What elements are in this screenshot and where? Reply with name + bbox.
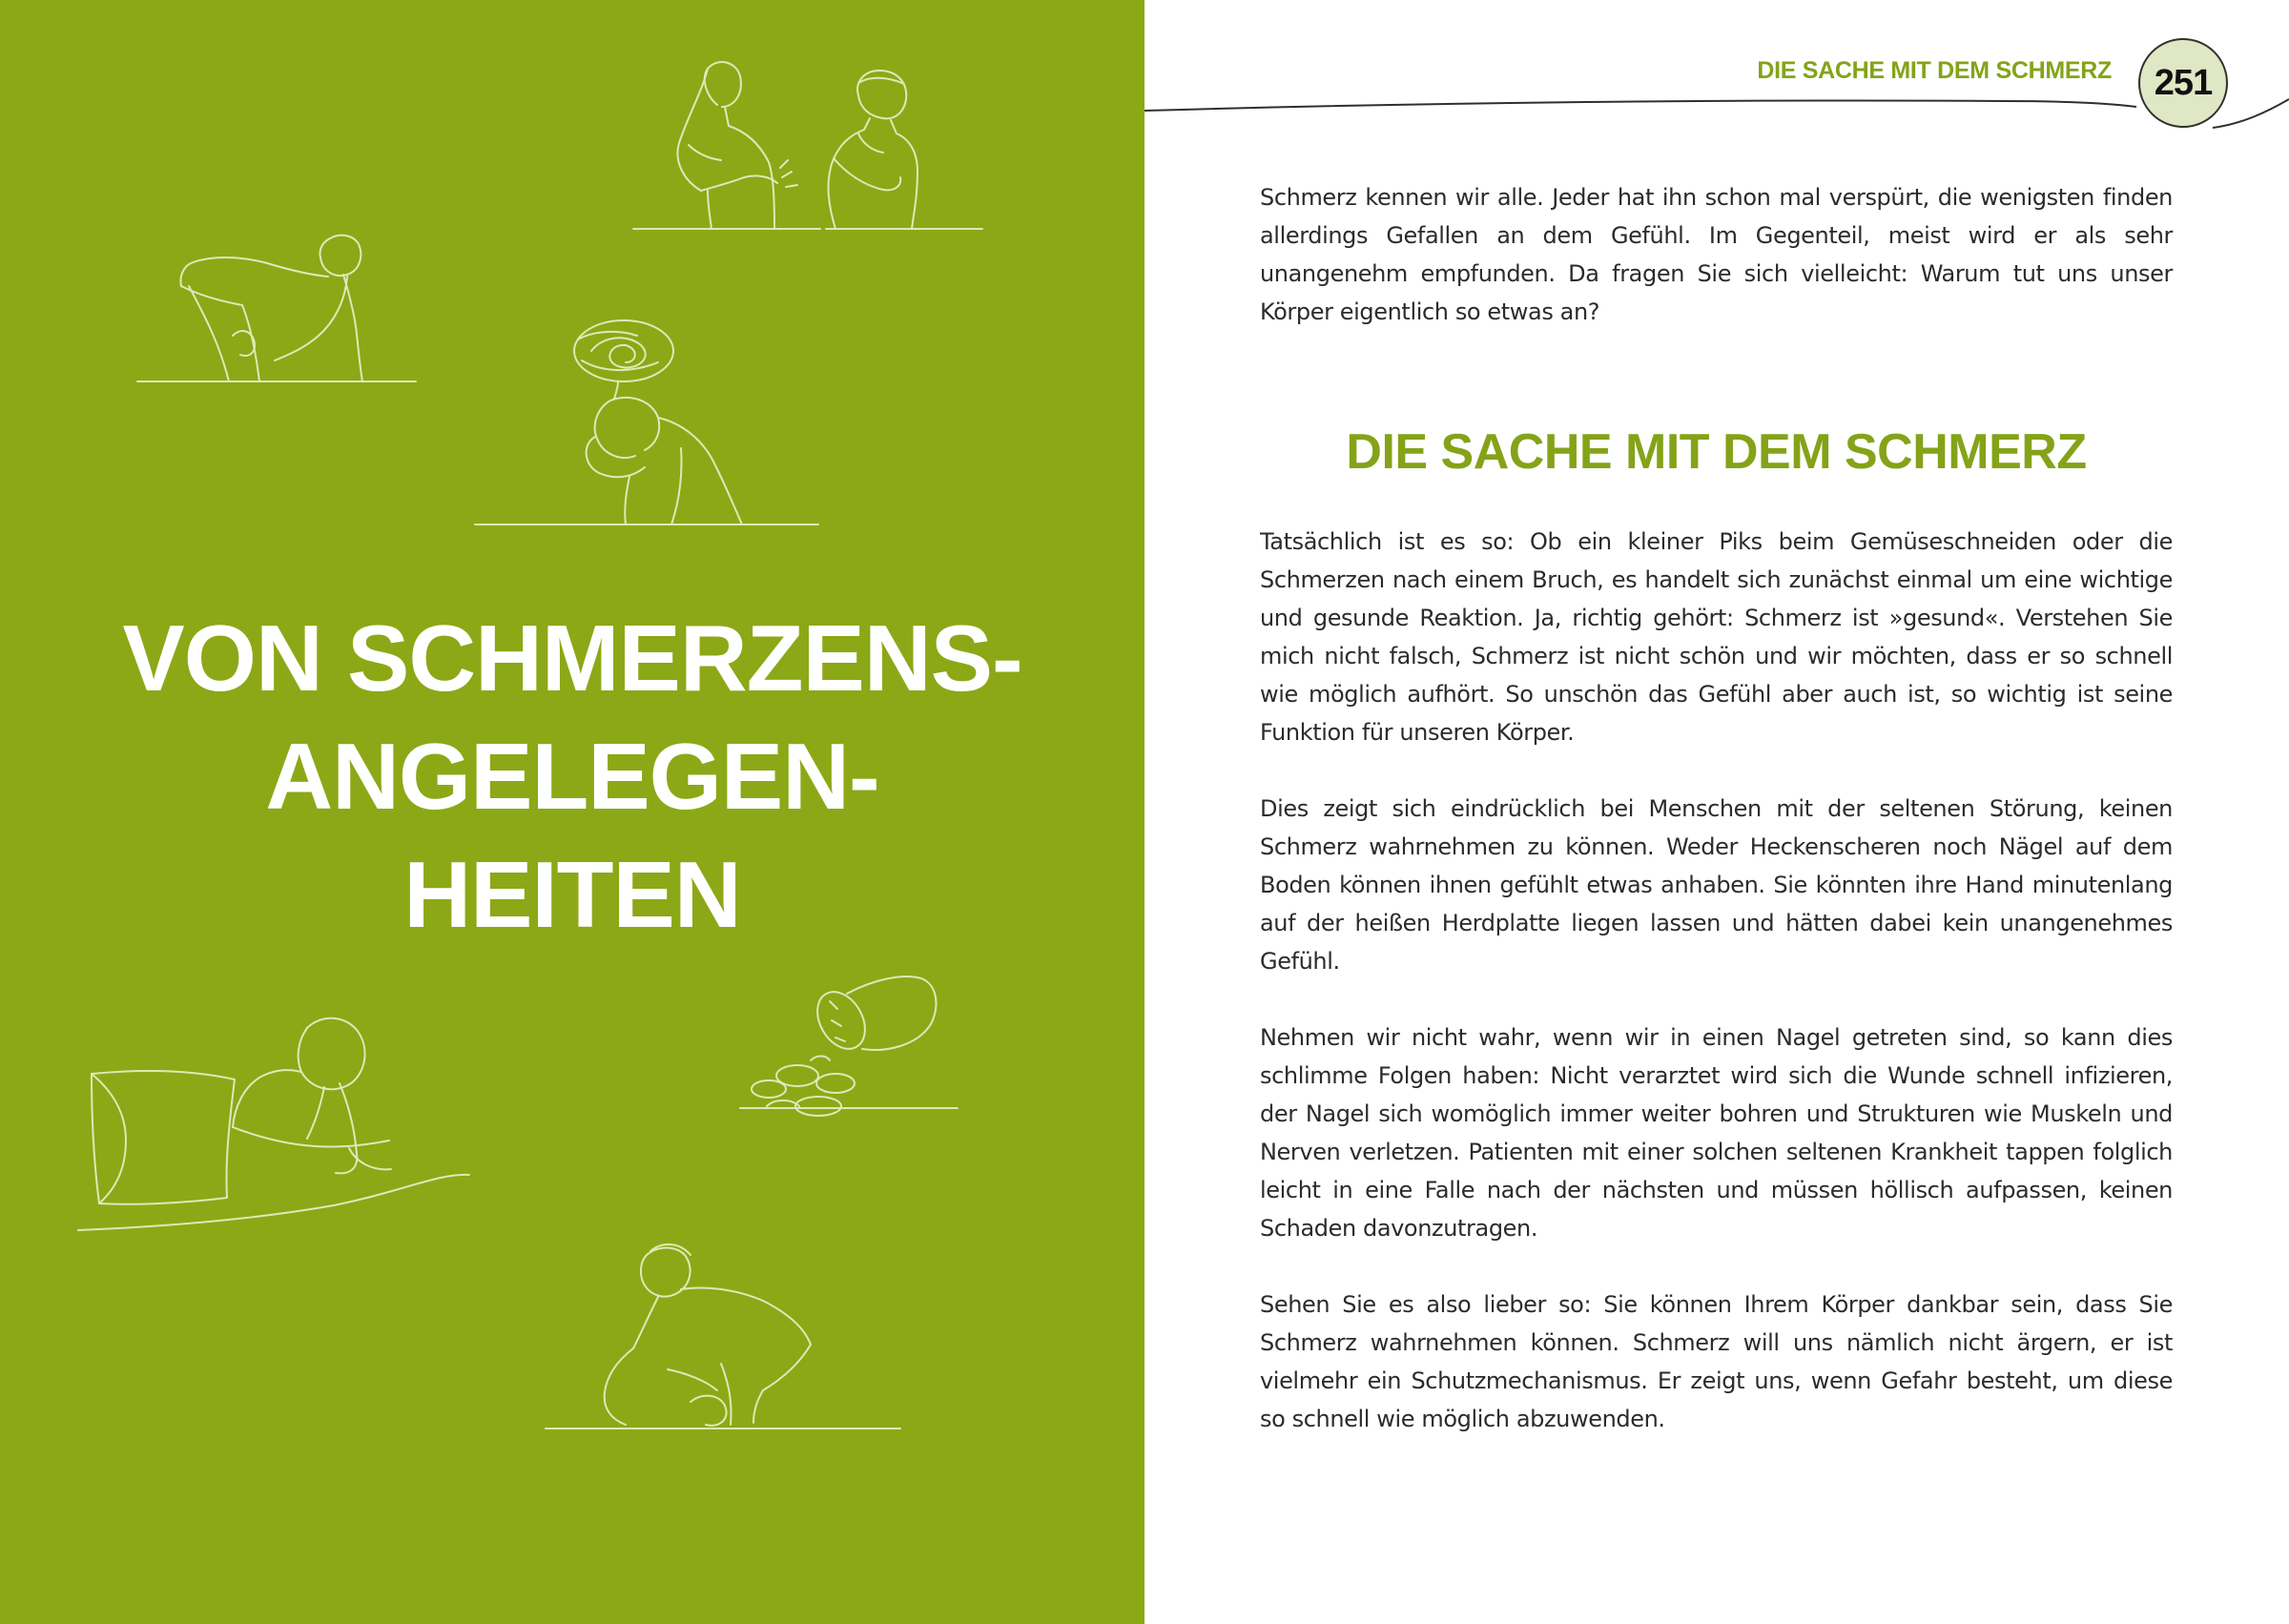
chapter-title-line-1: VON SCHMERZENS-: [122, 606, 1022, 710]
chapter-title: [67, 599, 1078, 954]
running-head: DIE SACHE MIT DEM SCHMERZ: [1757, 57, 2112, 84]
right-page: [1144, 0, 2289, 1624]
chapter-title-line-3: HEITEN: [403, 842, 741, 947]
section-heading: DIE SACHE MIT DEM SCHMERZ: [1346, 424, 2087, 480]
headache-tangled-thoughts-icon: [475, 320, 818, 524]
man-back-pain-icon: [137, 236, 416, 381]
person-sitting-back-pain-icon: [546, 1244, 900, 1429]
body-paragraph-3: Nehmen wir nicht wahr, wenn wir in einen Nagel getreten sind, so kann dies schlimme Folgen haben: Nicht verarztet wird sich die Wunde schnell infizieren, der Nagel sich womöglich immer weiter bohren und Strukturen wie Muskeln und Nerven verletzen. Patienten mit einer solchen seltenen Krankheit tappen folglich leicht in eine Falle nach der nächsten und müssen höllisch aufpassen, keinen Schaden davonzutragen.: [1260, 1024, 2173, 1242]
woman-shoulder-pain-icon: [633, 62, 820, 229]
left-page: [0, 0, 1144, 1624]
body-paragraph-1: Tatsächlich ist es so: Ob ein kleiner Piks beim Gemüseschneiden oder die Schmerzen nach einem Bruch, es handelt sich zunächst einmal um eine wichtige und gesunde Reaktion. Ja, richtig gehört: Schmerz ist »gesund«. Verstehen Sie mich nicht falsch, Schmerz ist nicht schön und wir möchten, dass er so schnell wie möglich aufhört. So unschön das Gefühl aber auch ist, so wichtig ist seine Funktion für unseren Körper.: [1260, 528, 2173, 746]
body-paragraph-2: Dies zeigt sich eindrücklich bei Menschen mit der seltenen Störung, keinen Schmerz wahrnehmen zu können. Weder Heckenscheren noch Nägel auf dem Boden können ihnen gefühlt etwas anhaben. Sie könnten ihre Hand minutenlang auf der heißen Herdplatte liegen lassen und hätten dabei kein unangenehmes Gefühl.: [1260, 795, 2173, 975]
page-number: 251: [2154, 62, 2213, 103]
body-paragraph-4: Sehen Sie es also lieber so: Sie können Ihrem Körper dankbar sein, dass Sie Schmerz wahrnehmen können. Schmerz will uns nämlich nicht ärgern, er ist vielmehr ein Schutzmechanismus. Er zeigt uns, wenn Gefahr besteht, um diese so schnell wie möglich abzuwenden.: [1260, 1291, 2173, 1432]
page-number-badge: [2138, 38, 2228, 128]
intro-paragraph: Schmerz kennen wir alle. Jeder hat ihn schon mal verspürt, die wenigsten finden allerdings Gefallen an dem Gefühl. Im Gegenteil, meist wird er als sehr unangenehm empfunden. Da fragen Sie sich vielleicht: Warum tut uns unser Körper eigentlich so etwas an?: [1260, 184, 2173, 325]
man-arm-pain-icon: [826, 71, 982, 229]
woman-lying-headache-icon: [78, 1018, 469, 1230]
header-rule: [1144, 0, 2289, 153]
spilled-pills-bottle-icon: [740, 976, 958, 1116]
chapter-title-line-2: ANGELEGEN-: [265, 724, 879, 829]
